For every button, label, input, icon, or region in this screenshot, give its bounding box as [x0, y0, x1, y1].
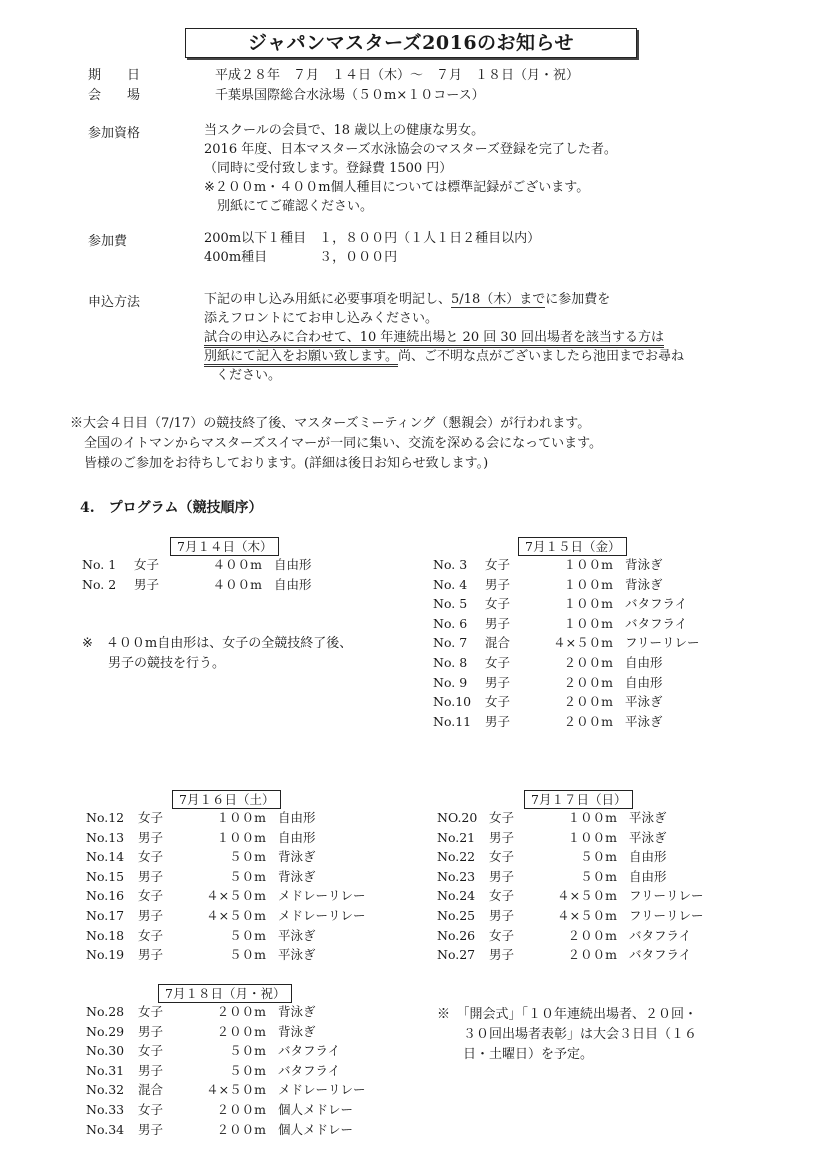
event-no: No.30: [86, 1043, 125, 1059]
event-dist: ４×５０m: [206, 1082, 266, 1098]
table-row: [433, 555, 700, 575]
event-no: No.14: [86, 849, 125, 865]
event-style: 自由形: [278, 810, 316, 825]
table-row: [433, 575, 700, 595]
table-row: [86, 1061, 366, 1081]
table-row: [86, 808, 366, 828]
event-dist: ２００m: [567, 947, 617, 963]
event-dist: ５０m: [229, 927, 266, 943]
note-line: ※ ４００m自由形は、女子の全競技終了後、: [82, 636, 353, 651]
note-400m: [82, 634, 352, 674]
event-sex: 男子: [138, 829, 164, 845]
table-row: [437, 906, 704, 926]
table-row: [437, 886, 704, 906]
event-style: 自由形: [274, 576, 312, 592]
event-sex: 混合: [138, 1082, 164, 1098]
table-row: [433, 614, 700, 634]
event-no: No.32: [86, 1082, 125, 1098]
event-dist: ２００m: [563, 654, 613, 670]
fee-block: [204, 229, 540, 267]
event-dist: ２００m: [563, 713, 613, 729]
event-style: バタフライ: [629, 947, 692, 963]
table-row: [86, 867, 366, 887]
event-sex: 女子: [138, 1043, 164, 1059]
event-table-0716: [86, 808, 366, 965]
event-dist: ５０m: [229, 947, 266, 963]
event-sex: 男子: [485, 576, 511, 592]
event-sex: 女子: [138, 927, 164, 943]
event-sex: 男子: [138, 868, 164, 884]
event-dist: ２００m: [216, 1023, 266, 1039]
event-sex: 男子: [134, 576, 160, 592]
notice-line: 皆様のご参加をお待ちしております。(詳細は後日お知らせ致します。): [84, 456, 489, 471]
note-line: 男子の競技を行う。: [82, 656, 226, 671]
event-sex: 女子: [485, 596, 511, 612]
event-sex: 男子: [489, 868, 515, 884]
event-no: No.34: [86, 1121, 125, 1137]
table-row: [433, 594, 700, 614]
note-line: ※ 「開会式」「１０年連続出場者、２０回・: [437, 1007, 698, 1022]
table-row: [86, 828, 366, 848]
fee-line: 200m以下１種目 １，８００円（１人１日２種目以内）: [204, 231, 541, 246]
event-dist: ４００m: [212, 557, 262, 572]
event-style: 平泳ぎ: [625, 694, 663, 710]
event-style: 平泳ぎ: [629, 810, 667, 825]
event-no: No.29: [86, 1023, 125, 1039]
event-table-0718: [86, 1002, 366, 1139]
event-no: No. 6: [433, 615, 468, 631]
event-dist: １００m: [567, 829, 617, 845]
event-style: 背泳ぎ: [278, 849, 316, 865]
eligibility-label: 参加資格: [88, 126, 141, 141]
day-label-0714: 7月１４日（木）: [170, 537, 279, 556]
event-no: No. 9: [433, 674, 468, 690]
event-style: メドレーリレー: [278, 907, 366, 923]
table-row: [86, 926, 366, 946]
table-row: [437, 867, 704, 887]
event-style: 個人メドレー: [278, 1101, 354, 1117]
event-no: No.24: [437, 888, 476, 904]
event-style: 自由形: [625, 654, 663, 670]
event-dist: ２００m: [216, 1004, 266, 1019]
apply-block: [204, 290, 684, 385]
event-no: No.25: [437, 907, 476, 923]
venue-label: 会 場: [88, 88, 141, 103]
event-sex: 男子: [485, 615, 511, 631]
notice-line: 全国のイトマンからマスターズスイマーが一同に集い、交流を深める会になっています。: [84, 436, 603, 451]
meeting-notice: [70, 414, 602, 474]
event-dist: ４００m: [212, 576, 262, 592]
event-no: No. 3: [433, 557, 468, 572]
event-style: バタフライ: [625, 596, 688, 612]
table-row: [433, 633, 700, 653]
event-dist: １００m: [563, 557, 613, 572]
event-sex: 女子: [489, 849, 515, 865]
eligibility-line: ※２００m・４００m個人種目については標準記録がございます。: [204, 180, 590, 195]
event-no: No.19: [86, 947, 125, 963]
table-row: [433, 692, 700, 712]
event-dist: ５０m: [580, 868, 617, 884]
event-sex: 女子: [485, 557, 511, 572]
event-sex: 男子: [138, 1062, 164, 1078]
eligibility-line: （同時に受付致します。登録費 1500 円）: [204, 161, 453, 176]
event-style: 平泳ぎ: [629, 829, 667, 845]
apply-label: 申込方法: [88, 295, 141, 310]
event-style: 平泳ぎ: [625, 713, 663, 729]
event-sex: 男子: [138, 907, 164, 923]
event-style: 背泳ぎ: [278, 868, 316, 884]
event-style: バタフライ: [278, 1062, 341, 1078]
event-dist: ４×５０m: [206, 907, 266, 923]
event-dist: １００m: [563, 615, 613, 631]
table-row: [437, 945, 704, 965]
table-row: [86, 847, 366, 867]
apply-emphasis-text: 試合の申込みに合わせて、10 年連続出場と 20 回 30 回出場者を該当する方は: [204, 330, 664, 348]
event-style: バタフライ: [278, 1043, 341, 1059]
event-sex: 男子: [489, 907, 515, 923]
event-no: No.22: [437, 849, 476, 865]
event-no: No.23: [437, 868, 476, 884]
event-no: No.12: [86, 810, 125, 825]
eligibility-line: 2016 年度、日本マスターズ水泳協会のマスターズ登録を完了した者。: [204, 142, 617, 157]
event-style: フリーリレー: [629, 907, 704, 923]
date-label: 期 日: [88, 68, 141, 83]
event-table-0714: [82, 555, 312, 594]
event-style: 平泳ぎ: [278, 927, 316, 943]
event-no: No. 1: [82, 557, 117, 572]
event-sex: 男子: [485, 674, 511, 690]
event-style: 背泳ぎ: [625, 576, 663, 592]
event-dist: １００m: [216, 810, 266, 825]
table-row: [82, 575, 312, 595]
eligibility-line: 当スクールの会員で、18 歳以上の健康な男女。: [204, 123, 485, 138]
event-no: No.11: [433, 713, 472, 729]
event-dist: ５０m: [229, 868, 266, 884]
day-label-0717: 7月１７日（日）: [524, 790, 633, 809]
apply-text: に参加費を: [545, 292, 611, 307]
event-no: No. 2: [82, 576, 117, 592]
event-dist: １００m: [563, 576, 613, 592]
fee-line: 400m種目 ３，０００円: [204, 250, 398, 265]
event-sex: 男子: [489, 947, 515, 963]
event-no: No. 5: [433, 596, 468, 612]
event-dist: ５０m: [580, 849, 617, 865]
event-sex: 男子: [138, 1023, 164, 1039]
table-row: [86, 1100, 366, 1120]
table-row: [86, 1022, 366, 1042]
apply-text: 尚、ご不明な点がございましたら池田までお尋ね: [397, 349, 684, 364]
event-no: No.15: [86, 868, 125, 884]
table-row: [86, 1041, 366, 1061]
event-sex: 女子: [134, 557, 160, 572]
event-style: 自由形: [629, 868, 667, 884]
table-row: [86, 1002, 366, 1022]
event-no: No.16: [86, 888, 125, 904]
day-label-0715: 7月１５日（金）: [518, 537, 627, 556]
event-style: 平泳ぎ: [278, 947, 316, 963]
event-dist: ４×５０m: [557, 907, 617, 923]
event-no: No.13: [86, 829, 125, 845]
event-style: 自由形: [278, 829, 316, 845]
eligibility-line: 別紙にてご確認ください。: [204, 199, 374, 214]
event-sex: 女子: [489, 927, 515, 943]
event-no: No.33: [86, 1101, 125, 1117]
event-no: No. 7: [433, 635, 468, 651]
event-no: No.31: [86, 1062, 125, 1078]
table-row: [433, 712, 700, 732]
event-sex: 混合: [485, 635, 511, 651]
event-dist: ４×５０m: [553, 635, 613, 651]
date-value: 平成２８年 ７月 １４日（木）～ ７月 １８日（月・祝）: [215, 68, 580, 83]
event-sex: 男子: [138, 1121, 164, 1137]
deadline-text: 5/18（木）まで: [451, 292, 546, 307]
event-style: フリーリレー: [629, 888, 704, 904]
note-line: 日・土曜日）を予定。: [437, 1047, 594, 1062]
event-style: バタフライ: [629, 927, 692, 943]
event-no: No. 8: [433, 654, 468, 670]
note-ceremony: [437, 1005, 697, 1065]
event-dist: ４×５０m: [206, 888, 266, 904]
event-dist: １００m: [216, 829, 266, 845]
event-sex: 女子: [138, 849, 164, 865]
venue-value: 千葉県国際総合水泳場（５０m×１０コース）: [215, 88, 485, 103]
event-no: No.28: [86, 1004, 125, 1019]
event-no: NO.20: [437, 810, 478, 825]
apply-text: 下記の申し込み用紙に必要事項を明記し、: [204, 292, 452, 307]
event-no: No.26: [437, 927, 476, 943]
event-style: 自由形: [274, 557, 312, 572]
event-sex: 女子: [138, 1004, 164, 1019]
event-no: No.17: [86, 907, 125, 923]
apply-text: 添えフロントにてお申し込みください。: [204, 311, 439, 326]
event-no: No. 4: [433, 576, 468, 592]
event-style: 背泳ぎ: [278, 1023, 316, 1039]
event-table-0717: [437, 808, 704, 965]
event-sex: 女子: [489, 888, 515, 904]
table-row: [86, 886, 366, 906]
table-row: [433, 673, 700, 693]
event-style: 個人メドレー: [278, 1121, 354, 1137]
event-dist: １００m: [567, 810, 617, 825]
day-label-0718: 7月１８日（月・祝）: [158, 984, 292, 1003]
event-dist: ５０m: [229, 1043, 266, 1059]
fee-label: 参加費: [88, 234, 128, 249]
day-label-0716: 7月１６日（土）: [172, 790, 281, 809]
event-sex: 女子: [138, 888, 164, 904]
event-sex: 女子: [485, 694, 511, 710]
event-dist: ４×５０m: [557, 888, 617, 904]
table-row: [437, 808, 704, 828]
notice-line: ※大会４日目（7/17）の競技終了後、マスターズミーティング（懇親会）が行われます。: [70, 416, 591, 431]
event-style: 自由形: [625, 674, 663, 690]
table-row: [433, 653, 700, 673]
event-style: メドレーリレー: [278, 1082, 366, 1098]
event-no: No.27: [437, 947, 476, 963]
event-dist: ２００m: [216, 1101, 266, 1117]
event-dist: ２００m: [216, 1121, 266, 1137]
event-style: メドレーリレー: [278, 888, 366, 904]
table-row: [86, 945, 366, 965]
page-title: ジャパンマスターズ2016のお知らせ: [185, 28, 637, 58]
event-sex: 女子: [489, 810, 515, 825]
event-dist: ２００m: [567, 927, 617, 943]
event-style: 背泳ぎ: [625, 557, 663, 572]
program-heading: 4. プログラム（競技順序）: [80, 500, 263, 516]
event-dist: ２００m: [563, 694, 613, 710]
event-sex: 男子: [138, 947, 164, 963]
event-no: No.21: [437, 829, 476, 845]
table-row: [86, 906, 366, 926]
event-style: 自由形: [629, 849, 667, 865]
table-row: [437, 847, 704, 867]
event-dist: ５０m: [229, 1062, 266, 1078]
event-style: バタフライ: [625, 615, 688, 631]
table-row: [82, 555, 312, 575]
event-sex: 男子: [485, 713, 511, 729]
table-row: [437, 828, 704, 848]
event-table-0715: [433, 555, 700, 731]
event-no: No.10: [433, 694, 472, 710]
table-row: [86, 1120, 366, 1140]
apply-emphasis-text: 別紙にて記入をお願い致します。: [204, 349, 398, 367]
table-row: [86, 1080, 366, 1100]
eligibility-block: [204, 121, 617, 216]
event-sex: 女子: [138, 810, 164, 825]
event-dist: １００m: [563, 596, 613, 612]
event-no: No.18: [86, 927, 125, 943]
event-sex: 女子: [138, 1101, 164, 1117]
apply-text: ください。: [216, 368, 282, 383]
event-sex: 女子: [485, 654, 511, 670]
note-line: ３０回出場者表彰」は大会３日目（１６: [437, 1027, 698, 1042]
event-dist: ２００m: [563, 674, 613, 690]
table-row: [437, 926, 704, 946]
event-sex: 男子: [489, 829, 515, 845]
event-style: フリーリレー: [625, 635, 700, 651]
event-style: 背泳ぎ: [278, 1004, 316, 1019]
event-dist: ５０m: [229, 849, 266, 865]
